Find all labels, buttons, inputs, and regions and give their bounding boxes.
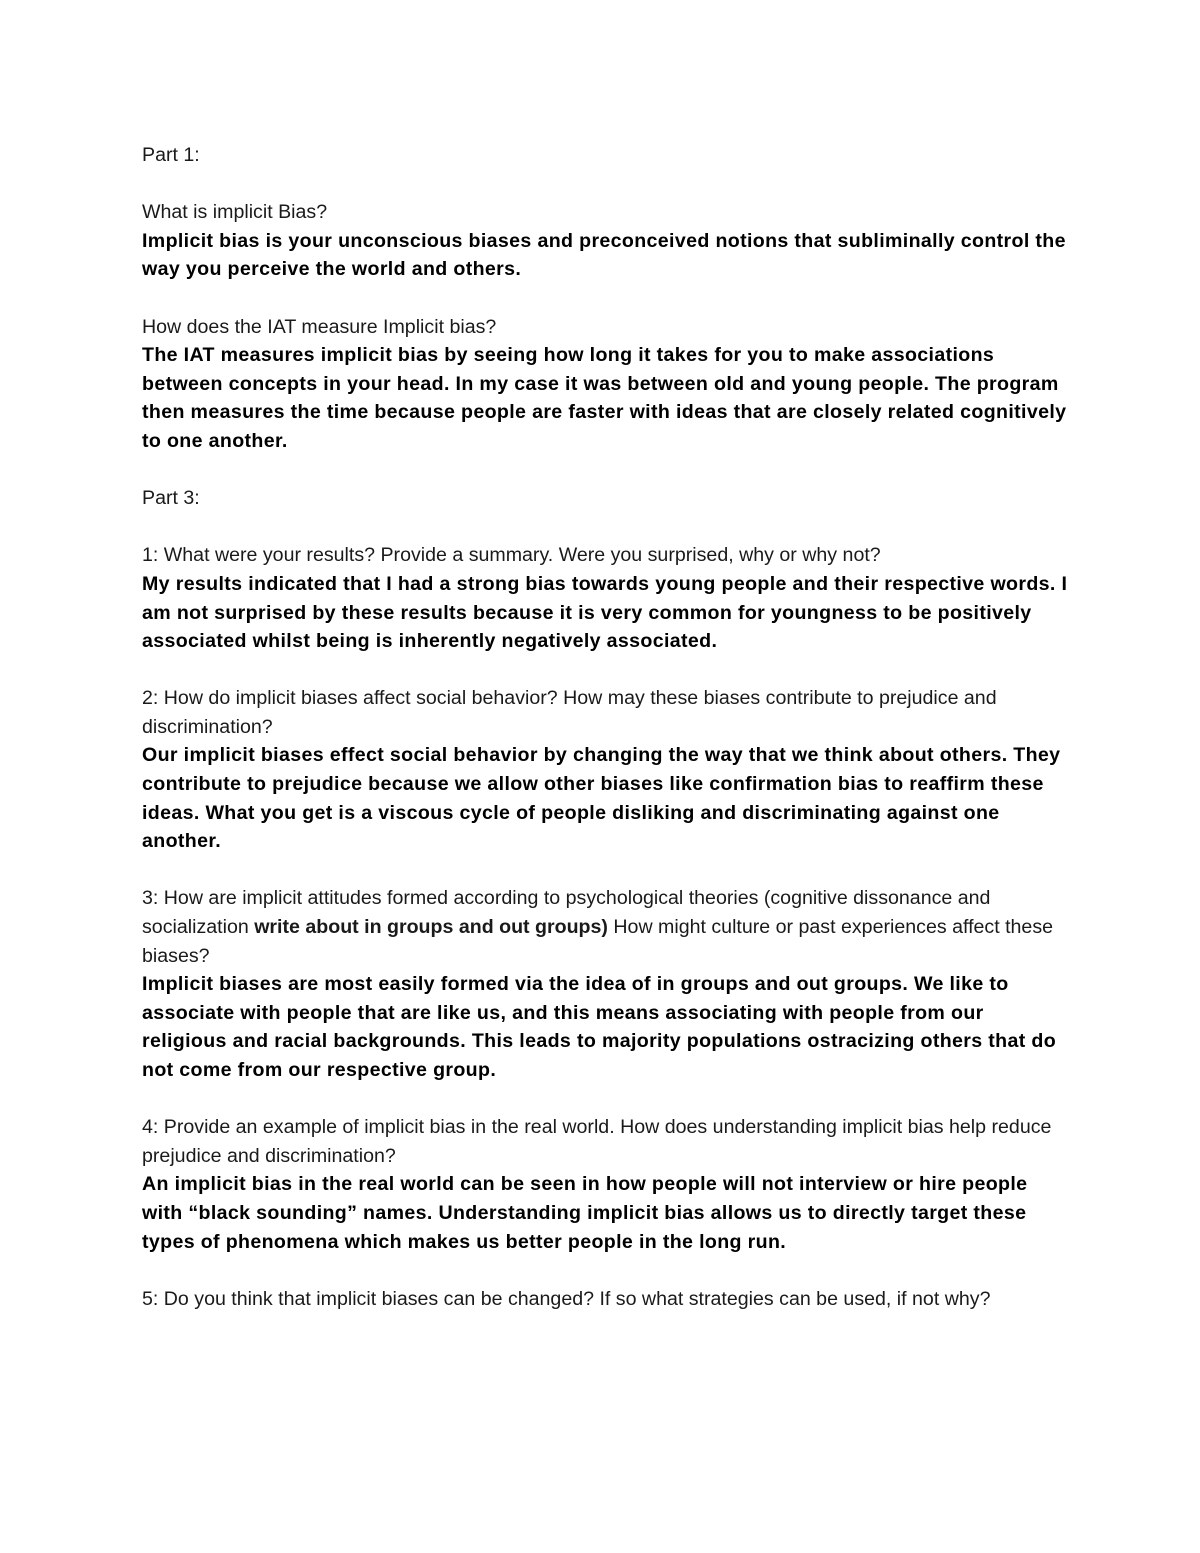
part1-question-1: What is implicit Bias? <box>142 201 328 224</box>
part3-question-5: 5: Do you think that implicit biases can be changed? If so what strategies can be used, if not why? <box>142 1287 991 1310</box>
spacer <box>142 170 1072 199</box>
part3-question-3 <box>142 884 1072 970</box>
question-3-bold-note: write about in groups and out groups) <box>254 916 608 939</box>
part1-question-2: How does the IAT measure Implicit bias? <box>142 315 497 338</box>
part1-answer-1: Implicit bias is your unconscious biases and preconceived notions that subliminally control the way you perceive the world and others. <box>142 229 1066 281</box>
spacer <box>142 1085 1072 1114</box>
spacer <box>142 856 1072 885</box>
part3-answer-3: Implicit biases are most easily formed via the idea of in groups and out groups. We like to associate with people that are like us, and this means associating with people from our religious and racial backgrounds. This leads to majority populations ostracizing others that do not come from our respective group. <box>142 973 1057 1081</box>
part3-heading: Part 3: <box>142 487 200 510</box>
spacer <box>142 456 1072 485</box>
part3-question-4: 4: Provide an example of implicit bias in the real world. How does understanding implicit bias help reduce prejudice and discrimination? <box>142 1116 1052 1167</box>
document-body <box>142 141 1072 1313</box>
part3-question-1: 1: What were your results? Provide a summary. Were you surprised, why or why not? <box>142 544 881 567</box>
question-3-text-start: 3: How are implicit attitudes formed according to psychological theories (cognitive dissonance and socialization <box>142 887 991 939</box>
part1-heading: Part 1: <box>142 144 200 166</box>
question-3-text-end: How might culture or past experiences affect these biases? <box>142 916 1054 967</box>
part3-answer-1: My results indicated that I had a strong bias towards young people and their respective words. I am not surprised by these results because it is very common for youngness to be positively associated whilst being is inherently negatively associated. <box>142 572 1068 653</box>
part3-answer-2: Our implicit biases effect social behavior by changing the way that we think about others. They contribute to prejudice because we allow other biases like confirmation bias to reaffirm these ideas. What you get is a viscous cycle of people disliking and discriminating against one another. <box>142 744 1061 853</box>
part3-answer-4: An implicit bias in the real world can be seen in how people will not interview or hire people with “black sounding” names. Understanding implicit bias allows us to directly target these types of phenomena which makes us better people in the long run. <box>142 1173 1028 1253</box>
part3-question-2: 2: How do implicit biases affect social behavior? How may these biases contribute to prejudice and discrimination? <box>142 687 997 738</box>
spacer <box>142 656 1072 685</box>
spacer <box>142 284 1072 313</box>
part1-answer-2: The IAT measures implicit bias by seeing how long it takes for you to make associations between concepts in your head. In my case it was between old and young people. The program then measures the time because people are faster with ideas that are closely related cognitively to one another. <box>142 344 1067 452</box>
spacer <box>142 513 1072 542</box>
spacer <box>142 1256 1072 1285</box>
